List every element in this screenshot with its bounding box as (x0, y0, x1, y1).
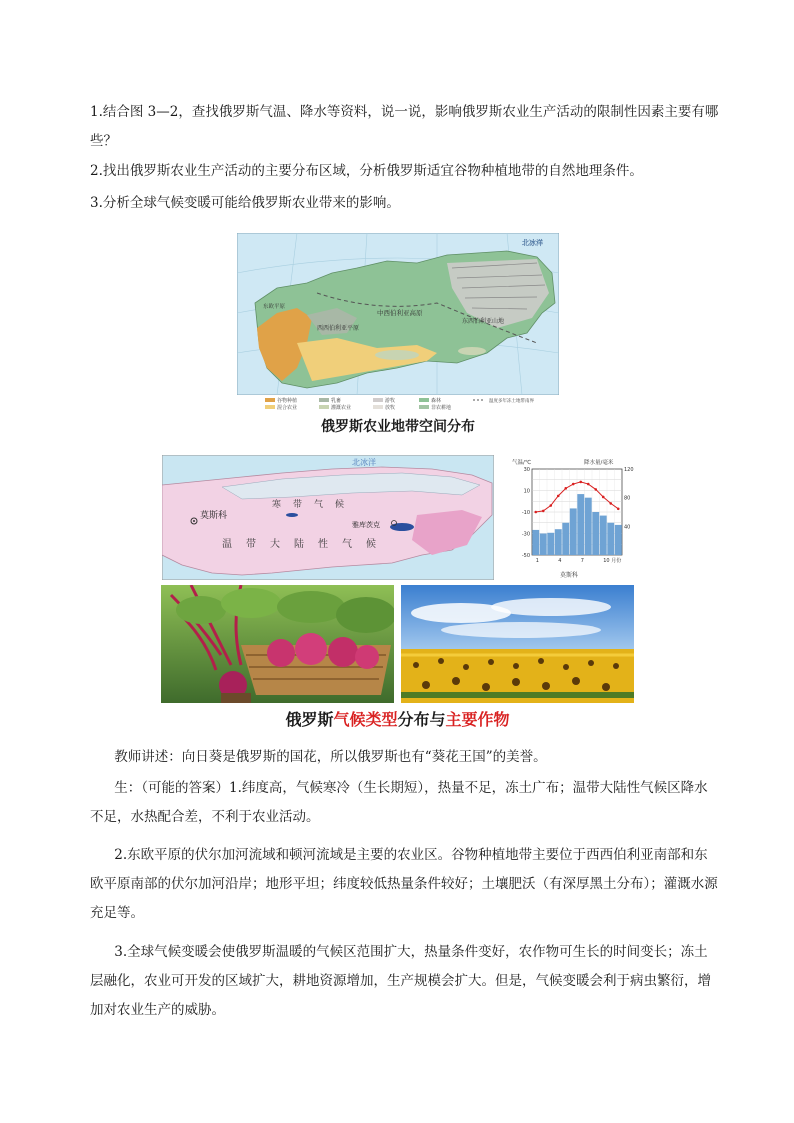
precip-bar (570, 508, 577, 555)
temperature-point (617, 507, 620, 510)
figure2-caption-part1: 俄罗斯 (285, 710, 334, 729)
left-tick-label: 30 (523, 467, 530, 473)
x-tick-label: 1 (535, 558, 539, 564)
moscow-climate-chart (510, 455, 634, 580)
precip-bar (555, 529, 562, 555)
map-label-ocean: 北冰洋 (522, 239, 543, 247)
climate-chart-svg (510, 455, 634, 580)
label-yakutsk: 雅库茨克 (352, 521, 380, 529)
x-tick-label: 7 (580, 558, 584, 564)
temperature-point (579, 481, 582, 484)
question-2: 2.找出俄罗斯农业生产活动的主要分布区域，分析俄罗斯适宜谷物种植地带的自然地理条件。 (90, 163, 643, 179)
left-tick-label: 10 (523, 488, 530, 495)
legend-nonfarm: 非农耕地 (431, 405, 452, 411)
figure2-caption-part2: 分布与 (397, 710, 446, 729)
question-3: 3.分析全球气候变暖可能给俄罗斯农业带来的影响。 (90, 195, 400, 211)
left-axis-label: 气温/℃ (512, 460, 532, 466)
legend-mixed: 混合农业 (277, 405, 298, 411)
x-tick-label: 10 月份 (603, 558, 622, 564)
figure2-caption-red1: 气候类型 (333, 710, 398, 729)
figure2-caption (161, 707, 634, 730)
temperature-point (572, 483, 575, 486)
legend-grazing: 放牧 (385, 405, 396, 411)
legend-forest: 森林 (431, 398, 442, 404)
beet-photo (161, 585, 394, 703)
label-ocean: 北冰洋 (352, 458, 376, 467)
precip-bar (607, 523, 614, 555)
precip-bar (562, 523, 569, 555)
precip-bar (592, 512, 599, 555)
map-legend (237, 395, 559, 411)
teacher-remark: 教师讲述：向日葵是俄罗斯的国花，所以俄罗斯也有“葵花王国”的美誉。 (114, 749, 547, 765)
map-label-plain: 西西伯利亚平原 (317, 325, 360, 332)
climate-map-figure (162, 455, 494, 580)
question-1: 1.结合图 3—2，查找俄罗斯气温、降水等资料，说一说，影响俄罗斯农业生产活动的限制性因素主要有哪些？ (90, 104, 719, 149)
temperature-point (534, 511, 537, 514)
temperature-point (594, 488, 597, 491)
legend-dairy: 乳畜 (331, 398, 342, 404)
precip-bar (600, 516, 607, 555)
temperature-point (557, 495, 560, 498)
label-cold-zone: 寒带气候 (272, 500, 357, 510)
figure2-caption-red2: 主要作物 (445, 710, 510, 729)
temperature-point (609, 502, 612, 505)
precip-bar (585, 498, 592, 555)
sunflower-photo (401, 585, 634, 703)
chart-city-label: 莫斯科 (560, 572, 579, 579)
precip-bar (547, 533, 554, 555)
precip-bar (532, 530, 539, 555)
precip-bar (577, 494, 584, 555)
right-tick-label: 80 (624, 495, 631, 502)
right-axis-label: 降水量/毫米 (584, 460, 614, 466)
left-tick-label: -50 (521, 553, 530, 559)
answer-3: 3.全球气候变暖会使俄罗斯温暖的气候区范围扩大，热量条件变好，农作物可生长的时间变长；冻土层融化，农业可开发的区域扩大，耕地资源增加，生产规模会扩大。但是，气候变暖会利于病虫繁衍，增加对农业生产的威胁。 (90, 944, 711, 1018)
figure1-caption: 俄罗斯农业地带空间分布 (321, 419, 475, 435)
legend-permafrost: 温度多年冻土地带南界 (489, 399, 534, 404)
temperature-point (602, 496, 605, 499)
right-tick-label: 120 (624, 467, 634, 473)
map-label-far: 东西伯利亚山地 (462, 318, 505, 325)
answer-2: 2.东欧平原的伏尔加河流域和顿河流域是主要的农业区。谷物种植地带主要位于西西伯利亚南部和东欧平原南部的伏尔加河沿岸；地形平坦；纬度较低热量条件较好；土壤肥沃（有深厚黑土分布）；灌溉水源充足等。 (90, 847, 718, 921)
precip-bar (615, 525, 622, 555)
climate-map (162, 455, 494, 580)
answer-1: 生：（可能的答案）1.纬度高，气候寒冷（生长期短），热量不足，冻土广布；温带大陆性气候区降水不足，水热配合差，不利于农业活动。 (90, 780, 708, 825)
lake-baikal (390, 523, 414, 531)
right-tick-label: 40 (624, 524, 631, 531)
temperature-point (549, 504, 552, 507)
temperature-point (564, 487, 567, 490)
legend-nomad: 游牧 (385, 398, 396, 404)
left-tick-label: -10 (521, 510, 530, 516)
agriculture-map (237, 233, 559, 411)
temperature-point (542, 510, 545, 513)
left-tick-label: -30 (521, 531, 530, 538)
temperature-point (587, 483, 590, 486)
label-moscow: 莫斯科 (200, 511, 228, 521)
map-label-plateau: 中西伯利亚高原 (377, 309, 423, 317)
legend-irrigation: 灌溉农业 (331, 405, 352, 411)
map-label-west: 东欧平原 (263, 304, 286, 310)
irrigation-region (375, 350, 419, 360)
agriculture-map-figure (237, 233, 559, 411)
x-tick-label: 4 (558, 558, 562, 564)
label-continental-zone: 温带大陆性气候 (222, 539, 390, 550)
precip-bar (540, 534, 547, 556)
legend-grain: 谷物种植 (277, 398, 298, 404)
